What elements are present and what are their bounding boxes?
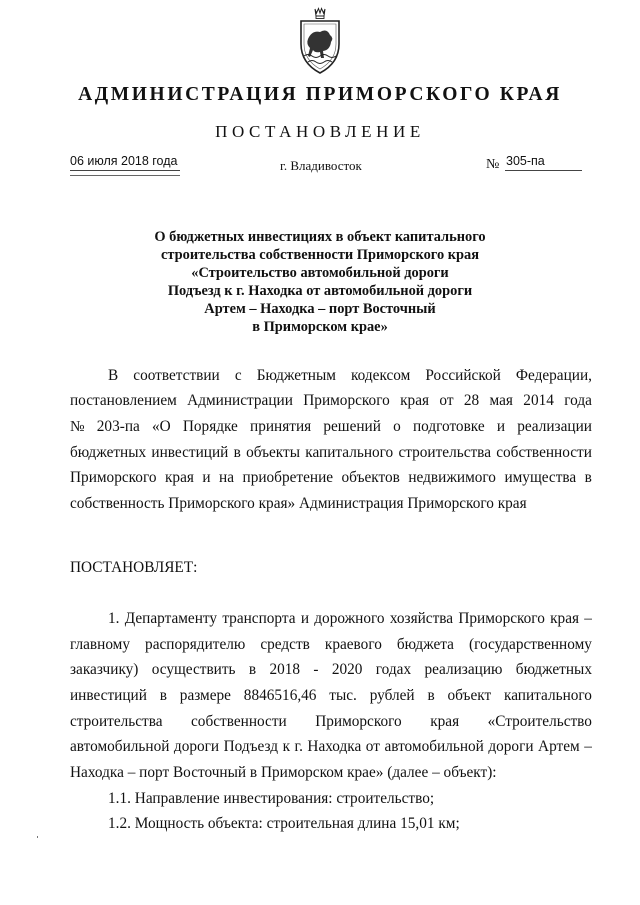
word: Бюджетным xyxy=(256,367,336,384)
word: размере xyxy=(179,687,231,704)
word: осуществить xyxy=(151,661,236,678)
word: годах xyxy=(375,661,412,678)
word: 28 xyxy=(463,392,480,409)
word: собственности xyxy=(496,444,592,461)
word: объекты xyxy=(246,444,301,461)
word: главному xyxy=(70,636,131,653)
word: в xyxy=(427,687,435,704)
word: Подъезд xyxy=(223,738,279,755)
word: 203-па xyxy=(96,418,140,435)
word: Российской xyxy=(425,367,501,384)
word: № xyxy=(70,418,85,435)
document-date: 06 июля 2018 года xyxy=(70,154,180,171)
word: строительства xyxy=(398,444,491,461)
word: о xyxy=(393,418,401,435)
resolves-heading: ПОСТАНОВЛЯЕТ: xyxy=(70,559,198,576)
word: 2018 xyxy=(269,661,301,678)
word: Приморского xyxy=(70,469,157,486)
paragraph-line xyxy=(70,391,592,411)
word: «О xyxy=(151,418,171,435)
coat-of-arms-emblem xyxy=(296,6,344,78)
title-line: Артем – Находка – порт Восточный xyxy=(204,301,436,317)
paragraph-line xyxy=(70,417,592,437)
word: дороги xyxy=(173,738,220,755)
document-type: ПОСТАНОВЛЕНИЕ xyxy=(215,122,425,141)
word: хозяйства xyxy=(389,610,454,627)
word: бюджета xyxy=(396,636,454,653)
word: кодексом xyxy=(351,367,411,384)
word: края xyxy=(550,610,580,627)
word: края xyxy=(430,713,460,730)
word: недвижимого xyxy=(408,469,496,486)
word: имущества xyxy=(504,469,577,486)
word: «Строительство xyxy=(487,713,592,730)
word: Артем xyxy=(538,738,580,755)
margin-mark xyxy=(37,836,38,838)
document-city: г. Владивосток xyxy=(280,158,362,173)
organization-name: АДМИНИСТРАЦИЯ ПРИМОРСКОГО КРАЯ xyxy=(78,84,562,105)
word: Департаменту xyxy=(124,610,218,627)
date-underline xyxy=(70,175,180,176)
word: распорядителю xyxy=(145,636,246,653)
title-line: строительства собственности Приморского края xyxy=(160,247,480,263)
word: автомобильной xyxy=(384,738,484,755)
word: с xyxy=(234,367,242,384)
word: - xyxy=(313,661,319,678)
paragraph-line: Находка – порт Восточный в Приморском крае» (далее – объект): xyxy=(70,764,497,781)
word: – xyxy=(584,610,592,627)
word: года xyxy=(564,392,592,409)
document-number: 305-па xyxy=(505,154,582,171)
word: Приморского xyxy=(458,610,545,627)
word: на xyxy=(219,469,235,486)
word: в xyxy=(233,444,241,461)
word: краевого xyxy=(324,636,382,653)
word: к xyxy=(282,738,291,755)
word: инвестиций xyxy=(151,444,229,461)
word: 2014 xyxy=(523,392,554,409)
word: рублей xyxy=(369,687,415,704)
word: принятия xyxy=(250,418,312,435)
word: реализации xyxy=(517,418,592,435)
word: капитального xyxy=(504,687,592,704)
word: заказчику) xyxy=(70,661,139,678)
paragraph-line xyxy=(70,712,592,732)
word: края xyxy=(164,469,194,486)
title-line: О бюджетных инвестициях в объект капитального xyxy=(154,229,486,245)
word: реализацию xyxy=(424,661,503,678)
word: и xyxy=(496,418,506,435)
word: в xyxy=(248,661,257,678)
title-line: в Приморском крае» xyxy=(252,319,388,335)
word: бюджетных xyxy=(70,444,147,461)
word: Администрации xyxy=(187,392,293,409)
word: бюджетных xyxy=(515,661,592,678)
paragraph-line xyxy=(70,443,592,463)
paragraph-line xyxy=(108,366,592,386)
word: Находка xyxy=(307,738,362,755)
word: (государственному xyxy=(468,636,592,653)
word: постановлением xyxy=(70,392,177,409)
word: строительства xyxy=(70,713,163,730)
word: от xyxy=(439,392,454,409)
title-line: «Строительство автомобильной дороги xyxy=(191,265,449,281)
word: Приморского xyxy=(303,392,390,409)
word: края xyxy=(400,392,430,409)
word: В xyxy=(108,367,119,384)
number-sign: № xyxy=(486,157,500,172)
word: решений xyxy=(323,418,381,435)
paragraph-line: собственность Приморского края» Администрация Приморского края xyxy=(70,495,527,512)
word: и xyxy=(300,610,309,627)
word: дороги xyxy=(488,738,534,755)
word: инвестиций xyxy=(70,687,147,704)
paragraph-line xyxy=(70,686,592,706)
word: г. xyxy=(294,738,303,755)
word: приобретение xyxy=(242,469,334,486)
list-item: 1.1. Направление инвестирования: строительство; xyxy=(108,790,435,807)
paragraph-line xyxy=(70,660,592,680)
word: тыс. xyxy=(329,687,357,704)
list-item: 1.2. Мощность объекта: строительная длина 15,01 км; xyxy=(108,815,460,832)
word: 2020 xyxy=(331,661,363,678)
paragraph-line xyxy=(70,468,592,488)
word: собственности xyxy=(191,713,287,730)
word: капитального xyxy=(305,444,394,461)
word: Приморского xyxy=(315,713,402,730)
word: средств xyxy=(260,636,310,653)
paragraph-line xyxy=(108,609,592,629)
word: – xyxy=(584,738,592,755)
word: мая xyxy=(489,392,513,409)
paragraph-line xyxy=(70,737,592,757)
word: автомобильной xyxy=(70,738,170,755)
word: в xyxy=(159,687,167,704)
word: объект xyxy=(447,687,492,704)
word: 8846516,46 xyxy=(243,687,317,704)
title-line: Подъезд к г. Находка от автомобильной дороги xyxy=(167,283,473,299)
word: 1. xyxy=(108,610,120,627)
document-title xyxy=(0,228,640,336)
word: Федерации, xyxy=(515,367,592,384)
paragraph-line xyxy=(70,635,592,655)
word: дорожного xyxy=(314,610,385,627)
word: соответствии xyxy=(133,367,220,384)
word: от xyxy=(365,738,380,755)
word: в xyxy=(584,469,592,486)
word: объектов xyxy=(341,469,400,486)
word: и xyxy=(202,469,211,486)
word: подготовке xyxy=(412,418,485,435)
word: Порядке xyxy=(182,418,238,435)
word: транспорта xyxy=(222,610,296,627)
